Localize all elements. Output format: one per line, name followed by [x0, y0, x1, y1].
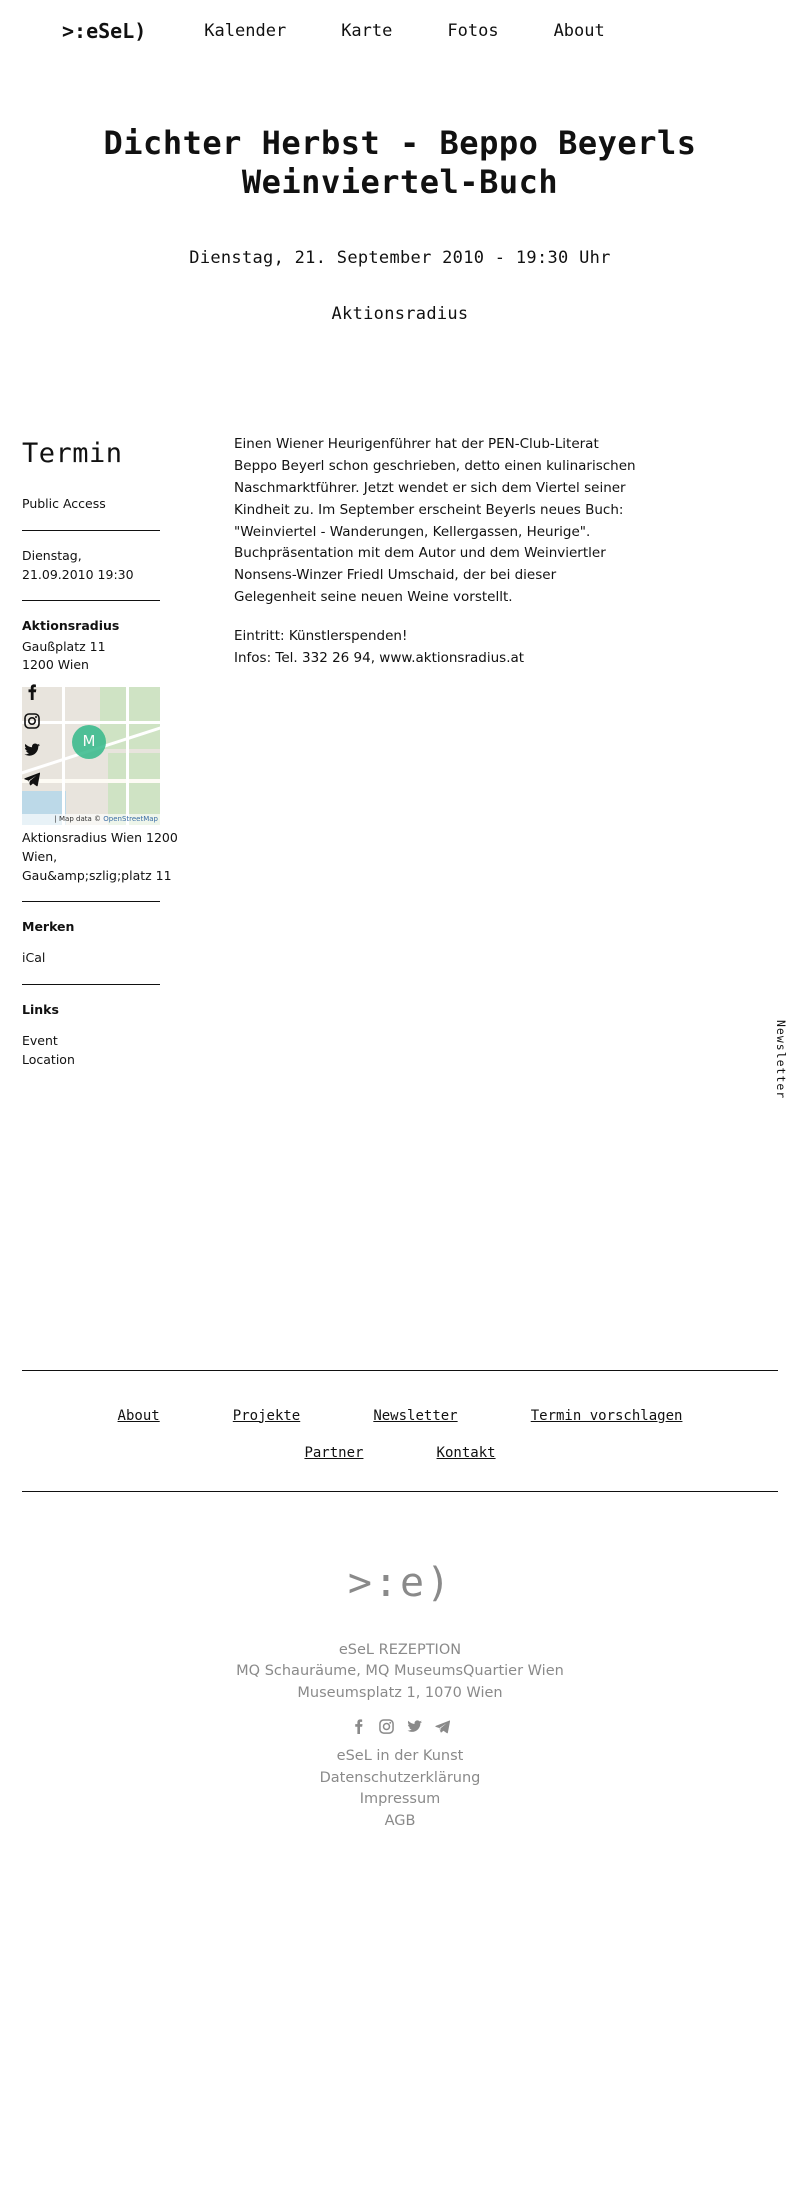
- footer-navigation: [0, 1371, 800, 1491]
- footer-link-datenschutz[interactable]: Datenschutzerklärung: [319, 1769, 481, 1786]
- footer-link-newsletter[interactable]: Newsletter: [373, 1407, 458, 1424]
- sidebar-date-value: 21.09.2010 19:30: [22, 566, 134, 582]
- event-hero: [0, 62, 800, 324]
- footer-nav-row: [0, 1442, 800, 1461]
- venue-city: 1200 Wien: [22, 657, 89, 673]
- instagram-icon[interactable]: [379, 1719, 394, 1734]
- map-pin-icon[interactable]: M: [72, 725, 106, 759]
- location-caption: Aktionsradius Wien 1200 Wien, Gau&amp;szlig;platz 11: [22, 830, 178, 883]
- footer-bottom: [0, 1492, 800, 1833]
- venue-street: Gaußplatz 11: [22, 638, 106, 654]
- spacer: [0, 1070, 800, 1370]
- sidebar-heading: Termin: [22, 438, 123, 470]
- merken-label: Merken: [22, 919, 75, 935]
- venue-name: Aktionsradius: [22, 618, 120, 634]
- footer-link-about[interactable]: About: [117, 1407, 160, 1424]
- brand-logo[interactable]: >:eSeL): [62, 19, 147, 43]
- map-attribution-link[interactable]: OpenStreetMap: [103, 814, 158, 823]
- footer-link-partner[interactable]: Partner: [304, 1444, 364, 1461]
- footer-link-projekte[interactable]: Projekte: [232, 1407, 301, 1424]
- description-contact: [234, 626, 642, 670]
- social-strip: [24, 684, 40, 787]
- map-park-area: [100, 687, 160, 749]
- event-venue: Aktionsradius: [331, 304, 469, 325]
- link-location[interactable]: Location: [22, 1052, 75, 1068]
- entry-fee: Eintritt: Künstlerspenden!: [234, 627, 408, 644]
- top-navigation: [0, 0, 800, 62]
- footer-legal-links: [0, 1746, 800, 1833]
- footer-social-links: [0, 1719, 800, 1734]
- instagram-icon[interactable]: [24, 713, 40, 729]
- map-road: [22, 721, 160, 724]
- divider: [22, 600, 160, 601]
- facebook-icon[interactable]: [24, 684, 40, 700]
- map-attribution-text: | Map data ©: [54, 814, 102, 823]
- event-datetime: Dienstag, 21. September 2010 - 19:30 Uhr: [189, 248, 611, 269]
- twitter-icon[interactable]: [407, 1719, 422, 1734]
- newsletter-tab[interactable]: Newsletter: [774, 1020, 788, 1100]
- event-description: [182, 434, 702, 687]
- ical-link[interactable]: iCal: [22, 950, 46, 966]
- footer-logo: >:e): [347, 1559, 453, 1606]
- divider: [22, 530, 160, 531]
- map-road: [126, 687, 129, 825]
- map-road: [62, 687, 65, 825]
- page-title: Dichter Herbst - Beppo Beyerls Weinviertel-Buch: [103, 124, 697, 202]
- telegram-icon[interactable]: [435, 1719, 450, 1734]
- nav-item-about[interactable]: About: [553, 21, 605, 41]
- contact-info: Infos: Tel. 332 26 94, www.aktionsradius.at: [234, 649, 525, 666]
- links-label: Links: [22, 1001, 59, 1017]
- facebook-icon[interactable]: [351, 1719, 366, 1734]
- nav-item-kalender[interactable]: Kalender: [204, 21, 287, 41]
- event-sidebar: [22, 434, 182, 1070]
- twitter-icon[interactable]: [24, 742, 40, 758]
- footer-link-impressum[interactable]: Impressum: [359, 1791, 441, 1808]
- sidebar-date-weekday: Dienstag,: [22, 547, 82, 563]
- nav-item-fotos[interactable]: Fotos: [447, 21, 499, 41]
- nav-item-karte[interactable]: Karte: [341, 21, 393, 41]
- description-paragraph: Einen Wiener Heurigenführer hat der PEN-Club-Literat Beppo Beyerl schon geschrieben, detto einen kulinarischen Naschmarktführer. Jetzt wendet er sich dem Viertel seiner Kindheit zu. Im September erscheint Beyerls neues Buch: "Weinviertel - Wanderungen, Kellergassen, Heurige". Buchpräsentation mit dem Autor und dem Weinviertler Nonsens-Winzer Friedl Umschaid, der bei dieser Gelegenheit seine neuen Weine vorstellt.: [234, 436, 636, 606]
- location-map[interactable]: [22, 687, 160, 825]
- footer-link-agb[interactable]: AGB: [384, 1813, 416, 1830]
- link-event[interactable]: Event: [22, 1032, 58, 1048]
- footer-link-kontakt[interactable]: Kontakt: [436, 1444, 496, 1461]
- content-area: [0, 434, 800, 1070]
- divider: [22, 984, 160, 985]
- footer-address-line1: MQ Schauräume, MQ MuseumsQuartier Wien: [236, 1663, 564, 1680]
- footer-link-esel-in-der-kunst[interactable]: eSeL in der Kunst: [336, 1747, 464, 1764]
- footer-link-termin-vorschlagen[interactable]: Termin vorschlagen: [530, 1407, 683, 1424]
- access-label: Public Access: [22, 496, 106, 512]
- map-road: [22, 779, 160, 783]
- telegram-icon[interactable]: [24, 771, 40, 787]
- map-attribution: [22, 814, 160, 825]
- footer-org: eSeL REZEPTION: [338, 1641, 462, 1658]
- divider: [22, 901, 160, 902]
- footer-nav-row: [0, 1405, 800, 1424]
- footer-address-line2: Museumsplatz 1, 1070 Wien: [297, 1685, 503, 1702]
